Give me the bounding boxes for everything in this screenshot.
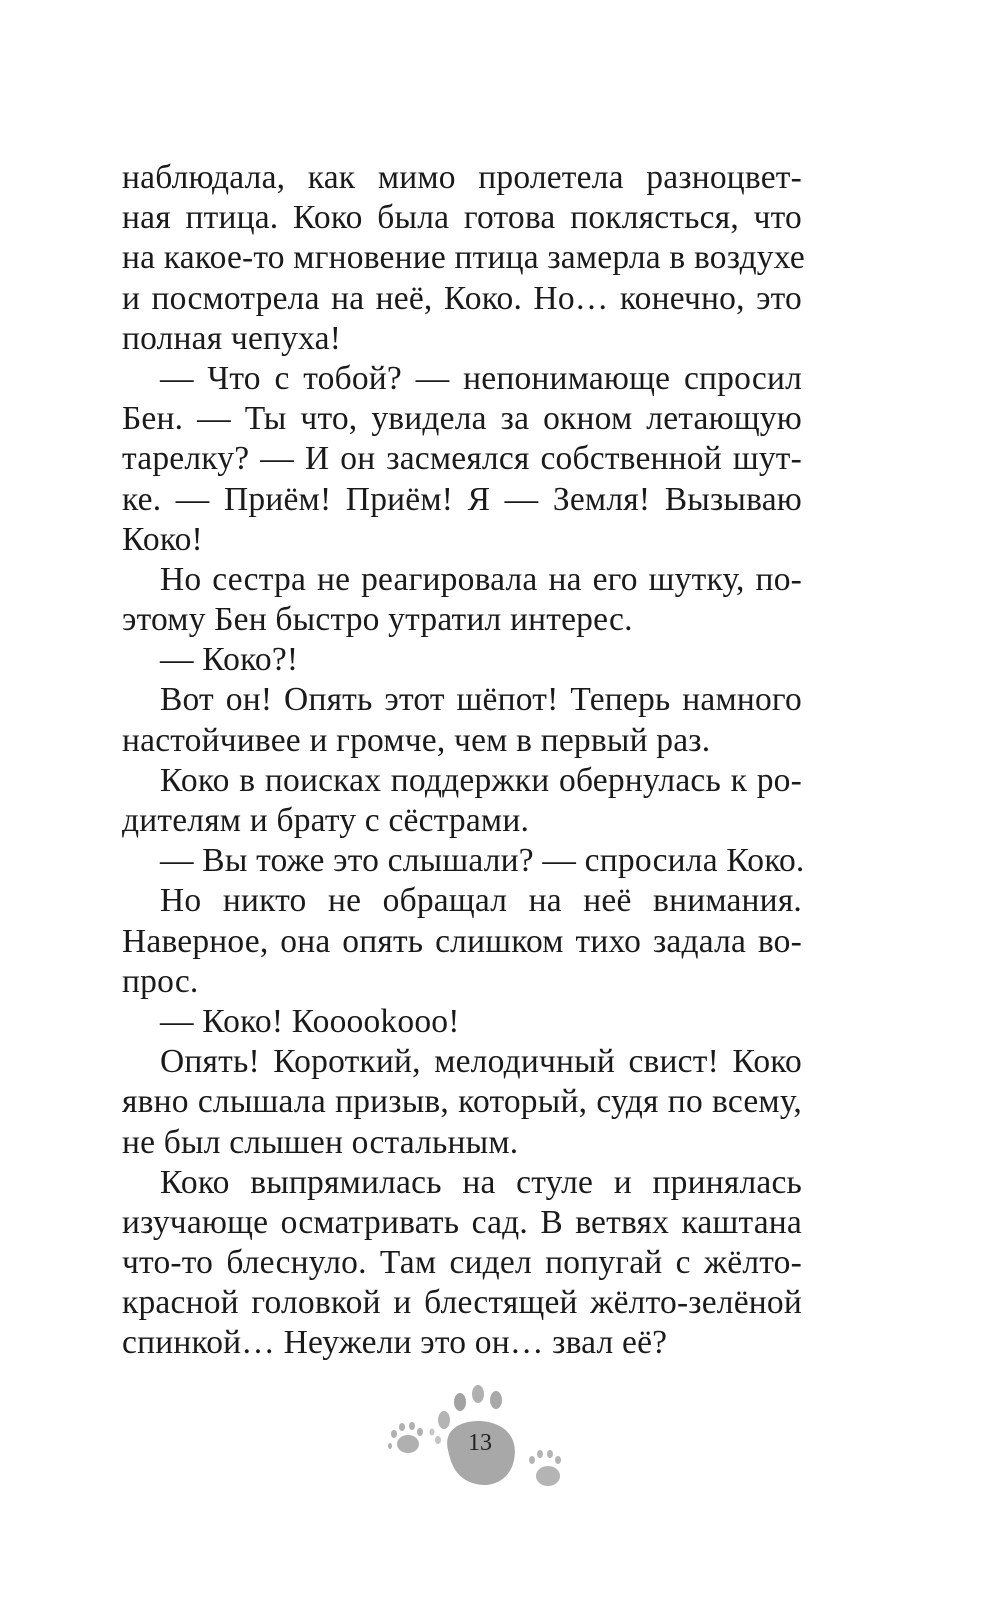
text-line: Наверное, она опять слишком тихо задала во- [122, 922, 802, 960]
text-line: ке. — Приём! Приём! Я — Земля! Вызываю [122, 480, 802, 518]
text-line: — Что с тобой? — непонимающе спросил [160, 359, 802, 397]
page-body-text [122, 158, 805, 1364]
text-line: Но никто не обращал на неё внимания. [160, 882, 802, 920]
text-line: настойчивее и громче, чем в первый раз. [122, 721, 711, 759]
text-line: — Вы тоже это слышали? — спросила Коко. [160, 842, 805, 880]
page-number: 13 [468, 1430, 492, 1456]
text-line: Коко выпрямилась на стуле и принялась [160, 1163, 802, 1201]
text-line: не был слышен остальным. [122, 1123, 519, 1161]
text-line: на какое-то мгновение птица замерла в воздухе [122, 239, 805, 277]
text-line: и посмотрела на неё, Коко. Но… конечно, это [122, 279, 802, 317]
text-line: Но сестра не реагировала на его шутку, по- [160, 560, 802, 598]
text-line: красной головкой и блестящей жёлто-зелёной [122, 1284, 802, 1322]
text-line: явно слышала призыв, который, судя по всему, [122, 1083, 802, 1121]
text-line: Опять! Короткий, мелодичный свист! Коко [160, 1043, 802, 1081]
text-line: тарелку? — И он засмеялся собственной шут- [122, 440, 802, 478]
text-line: дителям и брату с сёстрами. [122, 802, 530, 839]
text-line: Бен. — Ты что, увидела за окном летающую [122, 400, 802, 438]
text-line: полная чепуха! [122, 319, 342, 357]
text-line: Коко в поисках поддержки обернулась к ро- [160, 761, 802, 799]
text-line: что-то блеснуло. Там сидел попугай с жёлто- [122, 1244, 802, 1282]
text-line: прос. [122, 962, 199, 1000]
page-footer [380, 1380, 580, 1510]
text-line: этому Бен быстро утратил интерес. [122, 601, 633, 639]
text-line: наблюдала, как мимо пролетела разноцвет- [122, 159, 802, 196]
text-line: — Коко?! [160, 641, 299, 679]
text-line: спинкой… Неужели это он… звал её? [122, 1324, 668, 1362]
text-line: Вот он! Опять этот шёпот! Теперь намного [160, 681, 802, 719]
text-line: ная птица. Коко была готова поклясться, что [122, 199, 802, 237]
text-line: изучающе осматривать сад. В ветвях каштана [122, 1203, 802, 1241]
text-line: Коко! [122, 520, 203, 558]
text-line: — Коко! Кооооkooo! [160, 1002, 460, 1040]
